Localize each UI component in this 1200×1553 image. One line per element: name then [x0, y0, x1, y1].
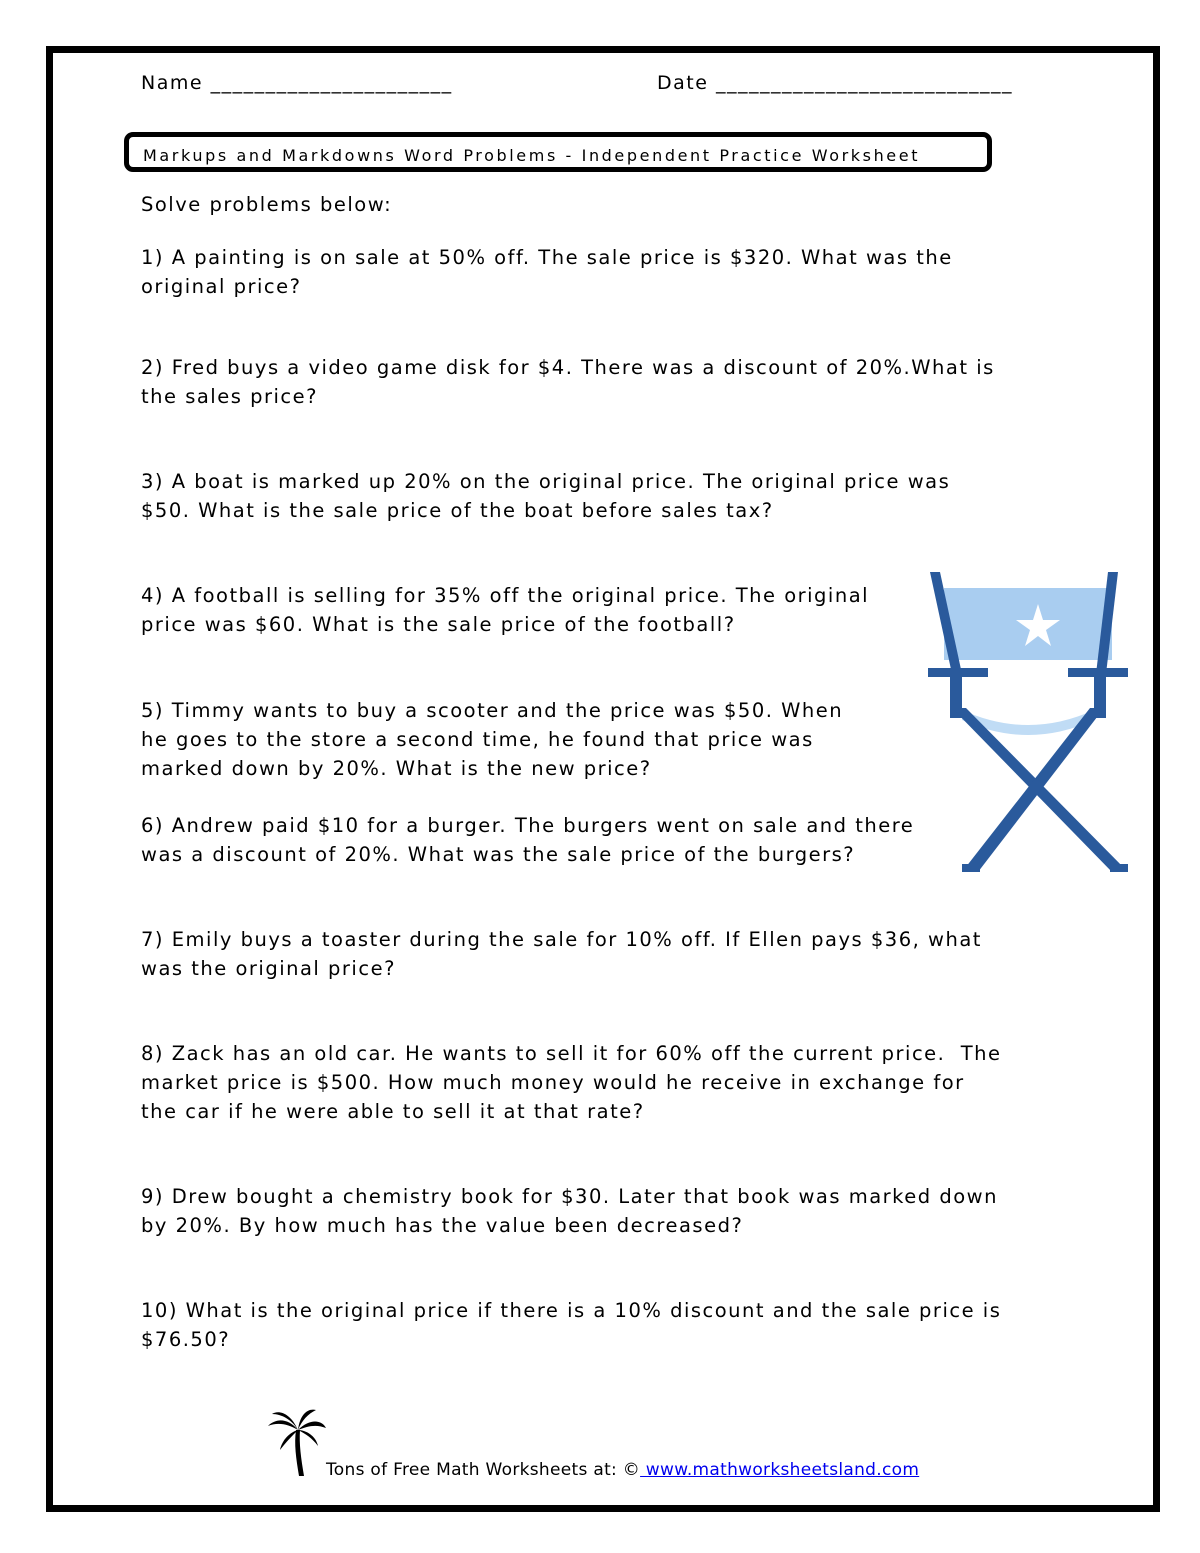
- problem-line: market price is $500. How much money would he receive in exchange for: [141, 1071, 965, 1094]
- footer: [326, 1460, 919, 1480]
- problem-2: [141, 353, 995, 411]
- problem-line: 3) A boat is marked up 20% on the original price. The original price was: [141, 470, 951, 493]
- date-field: [657, 72, 1013, 94]
- problem-line: by 20%. By how much has the value been decreased?: [141, 1214, 744, 1237]
- director-chair-icon: [922, 568, 1132, 880]
- footer-text: Tons of Free Math Worksheets at: ©: [326, 1460, 641, 1480]
- date-label: Date: [657, 72, 709, 94]
- problem-line: 8) Zack has an old car. He wants to sell it for 60% off the current price. The: [141, 1042, 1002, 1065]
- problem-6: [141, 811, 914, 869]
- problem-line: he goes to the store a second time, he found that price was: [141, 728, 814, 751]
- problem-line: 7) Emily buys a toaster during the sale for 10% off. If Ellen pays $36, what: [141, 928, 982, 951]
- problem-line: was the original price?: [141, 957, 396, 980]
- problem-1: [141, 243, 953, 301]
- name-line: ______________________: [210, 72, 453, 94]
- problem-line: $50. What is the sale price of the boat before sales tax?: [141, 499, 774, 522]
- problem-line: price was $60. What is the sale price of the football?: [141, 613, 736, 636]
- problem-3: [141, 467, 950, 525]
- name-label: Name: [141, 72, 204, 94]
- problem-line: 2) Fred buys a video game disk for $4. There was a discount of 20%.What is: [141, 356, 995, 379]
- palm-tree-icon: [266, 1408, 328, 1478]
- problem-9: [141, 1182, 998, 1240]
- problem-10: [141, 1296, 1001, 1354]
- problem-5: [141, 696, 843, 783]
- problem-7: [141, 925, 982, 983]
- date-line: ___________________________: [715, 72, 1013, 94]
- problem-line: original price?: [141, 275, 302, 298]
- problem-line: the car if he were able to sell it at that rate?: [141, 1100, 645, 1123]
- problem-8: [141, 1039, 1002, 1126]
- problem-line: 5) Timmy wants to buy a scooter and the price was $50. When: [141, 699, 844, 722]
- title-box: [124, 132, 992, 172]
- problem-line: 9) Drew bought a chemistry book for $30. Later that book was marked down: [141, 1185, 998, 1208]
- problem-line: marked down by 20%. What is the new price?: [141, 757, 652, 780]
- problem-line: was a discount of 20%. What was the sale price of the burgers?: [141, 843, 856, 866]
- problem-line: the sales price?: [141, 385, 318, 408]
- website-link[interactable]: www.mathworksheetsland.com: [640, 1460, 920, 1480]
- instructions: Solve problems below:: [141, 193, 393, 216]
- problem-line: $76.50?: [141, 1328, 231, 1351]
- problem-line: 1) A painting is on sale at 50% off. The sale price is $320. What was the: [141, 246, 953, 269]
- worksheet-title: Markups and Markdowns Word Problems - Independent Practice Worksheet: [143, 146, 921, 165]
- problem-4: [141, 581, 869, 639]
- problem-line: 6) Andrew paid $10 for a burger. The burgers went on sale and there: [141, 814, 915, 837]
- problem-line: 4) A football is selling for 35% off the original price. The original: [141, 584, 870, 607]
- problem-line: 10) What is the original price if there is a 10% discount and the sale price is: [141, 1299, 1002, 1322]
- name-field: [141, 72, 453, 94]
